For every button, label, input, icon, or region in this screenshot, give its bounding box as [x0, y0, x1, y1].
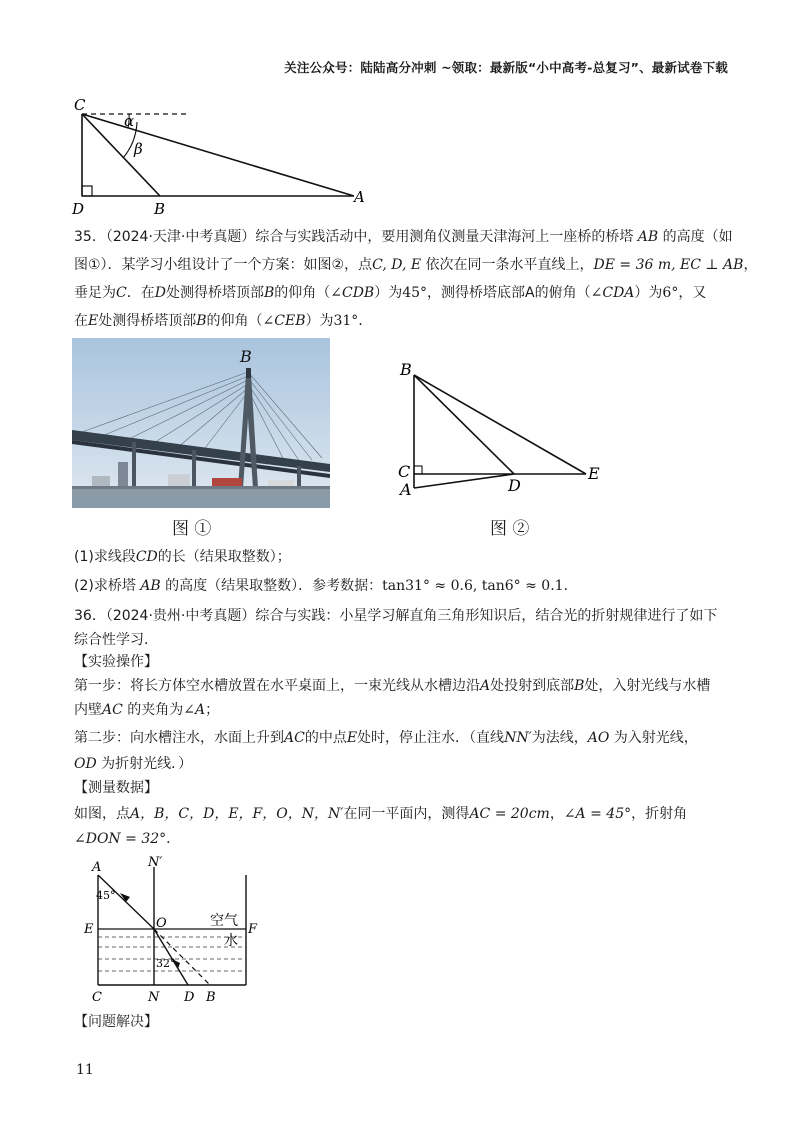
q35-line-2: 图①）．某学习小组设计了一个方案：如图②，点C, D, E 依次在同一条水平直线上，DE = 36 m, EC ⊥ AB， [74, 257, 758, 273]
tank-label-F: F [248, 922, 258, 937]
tank-label-water: 水 [224, 933, 238, 949]
label-B: B [154, 200, 166, 218]
label-beta: β [134, 140, 143, 158]
q36-step-2-line-1: 第二步：向水槽注水，水面上升到AC的中点E处时，停止注水．（直线NN′为法线，AO 为入射光线， [74, 730, 698, 746]
fig2-label-D: D [508, 476, 521, 495]
water-tank-figure [80, 855, 270, 1005]
fig2-label-C: C [398, 462, 411, 481]
label-C: C [74, 96, 86, 114]
label-D: D [72, 200, 85, 218]
tank-label-B: B [206, 990, 216, 1005]
q35-line-3: 垂足为C．在D处测得桥塔顶部B的仰角（∠CDB）为45°，测得桥塔底部A的俯角（∠CDA）为6°，又 [74, 285, 707, 301]
label-A: A [354, 188, 365, 206]
q35-line-4: 在E处测得桥塔顶部B的仰角（∠CEB）为31°． [74, 313, 373, 329]
photo-label-B: B [240, 347, 252, 366]
q36-measure-line-1: 如图，点A，B，C，D，E，F，O，N，N′在同一平面内，测得AC = 20cm，∠A = 45°，折射角 [74, 806, 688, 822]
q36-step-2-line-2: OD 为折射光线．） [74, 756, 193, 772]
q36-line-2: 综合性学习． [74, 632, 158, 648]
tank-label-D: D [184, 990, 195, 1005]
q36-step-1-line-2: 内壁AC 的夹角为∠A； [74, 702, 220, 718]
tank-label-N-prime: N′ [148, 855, 163, 870]
q36-line-1: 36．（2024·贵州·中考真题）综合与实践：小星学习解直角三角形知识后，结合光的折射规律进行了如下 [74, 608, 718, 624]
tank-label-E: E [84, 922, 94, 937]
q35-sub-2: (2)求桥塔 AB 的高度（结果取整数）．参考数据：tan31° ≈ 0.6, tan6° ≈ 0.1． [74, 578, 578, 594]
figure-1-caption: 图 ① [172, 519, 212, 539]
q35-sub-1: (1)求线段CD的长（结果取整数）； [74, 549, 291, 565]
fig2-label-B: B [400, 360, 412, 379]
tank-label-N: N [148, 990, 160, 1005]
label-alpha: α [124, 112, 135, 130]
fig2-label-A: A [400, 480, 412, 499]
tank-label-32: 32° [156, 957, 176, 970]
page-number: 11 [76, 1062, 94, 1078]
tank-label-air: 空气 [210, 913, 238, 929]
bridge-photo [72, 338, 330, 508]
fig2-label-E: E [588, 464, 600, 483]
q36-heading-solve: 【问题解决】 [74, 1014, 158, 1030]
q36-heading-measure: 【测量数据】 [74, 780, 158, 796]
q36-measure-line-2: ∠DON = 32°． [74, 831, 181, 847]
top-triangle-figure [70, 92, 370, 222]
page-header: 关注公众号：陆陆高分冲刺 ~领取：最新版“小中高考-总复习”、最新试卷下载 [284, 60, 728, 75]
tank-label-45: 45° [96, 889, 116, 902]
q35-line-1: 35．（2024·天津·中考真题）综合与实践活动中，要用测角仪测量天津海河上一座桥的桥塔 AB 的高度（如 [74, 229, 733, 245]
q36-step-1-line-1: 第一步：将长方体空水槽放置在水平桌面上，一束光线从水槽边沿A处投射到底部B处，入射光线与水槽 [74, 678, 711, 694]
tank-label-A: A [92, 860, 102, 875]
tank-label-C: C [92, 990, 102, 1005]
figure-2-caption: 图 ② [490, 519, 530, 539]
tank-label-O: O [156, 916, 167, 931]
figure-2-diagram [390, 355, 610, 505]
q36-heading-experiment: 【实验操作】 [74, 654, 158, 670]
